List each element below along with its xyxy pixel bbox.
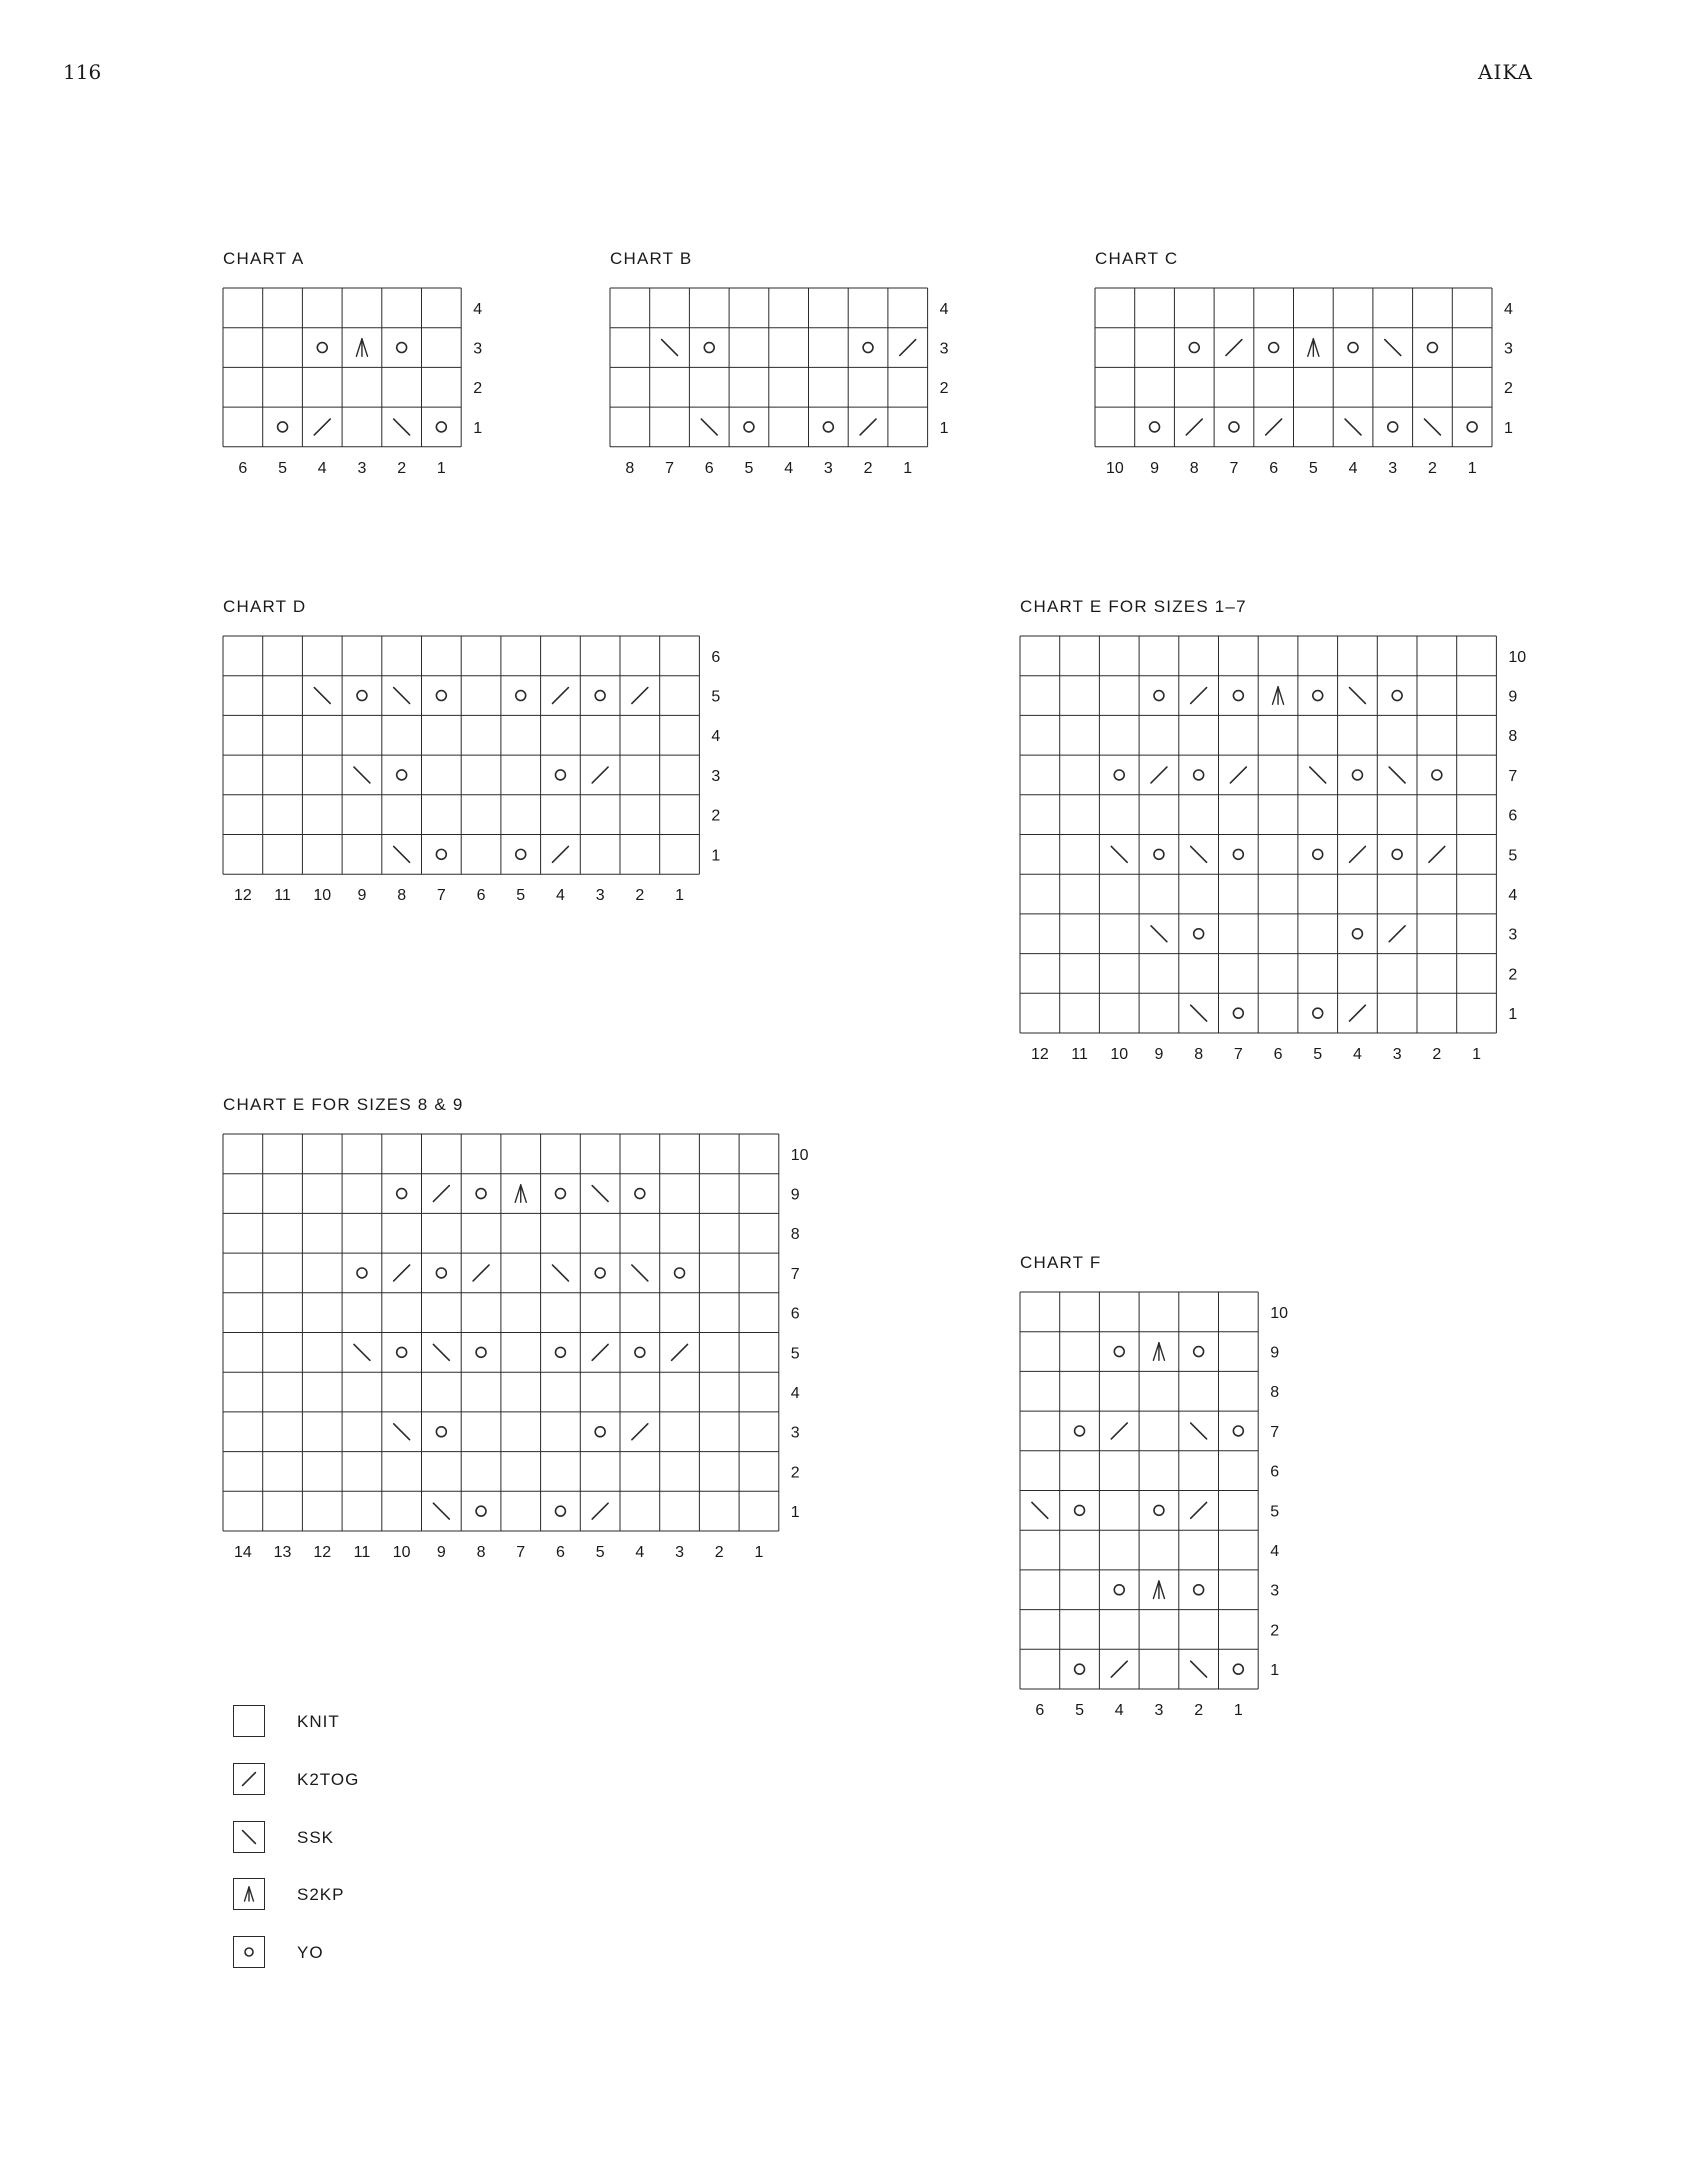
ssk-symbol-icon: [592, 1186, 608, 1202]
column-number: 10: [392, 1543, 411, 1561]
k2tog-symbol-icon: [1186, 419, 1202, 435]
ssk-symbol-icon: [632, 1265, 648, 1281]
yo-symbol-icon: [1352, 770, 1362, 780]
k2tog-symbol-icon: [553, 846, 569, 862]
column-number: 8: [1194, 1045, 1204, 1063]
yo-symbol-icon: [436, 1268, 446, 1278]
yo-symbol-icon: [863, 343, 873, 353]
column-number: 9: [1150, 459, 1159, 477]
yo-symbol-icon: [397, 770, 407, 780]
yo-symbol-icon: [595, 1268, 605, 1278]
row-number: 6: [1270, 1463, 1280, 1481]
row-number: 3: [939, 340, 949, 358]
column-number: 2: [1432, 1045, 1442, 1063]
legend-item-s2kp: [233, 1878, 533, 1910]
column-number: 7: [1233, 1045, 1243, 1063]
k2tog-symbol-icon: [1111, 1423, 1127, 1439]
k2tog-symbol-icon: [1151, 767, 1167, 783]
yo-symbol-icon: [675, 1268, 685, 1278]
column-number: 7: [516, 1543, 526, 1561]
row-number: 4: [1508, 887, 1518, 905]
s2kp-symbol-icon: [1153, 1581, 1164, 1598]
yo-symbol-icon: [1114, 770, 1124, 780]
yo-symbol-icon: [436, 691, 446, 701]
chart-title: CHART F: [1020, 1253, 1102, 1272]
column-number: 6: [1269, 459, 1279, 477]
yo-symbol-icon: [1154, 691, 1164, 701]
yo-symbol-icon: [1352, 929, 1362, 939]
row-number: 2: [473, 380, 483, 398]
row-number: 5: [711, 688, 721, 706]
yo-symbol-icon: [1313, 1008, 1323, 1018]
yo-symbol-icon: [436, 422, 446, 432]
yo-symbol-icon: [1194, 770, 1204, 780]
k2tog-symbol-icon: [1389, 926, 1405, 942]
column-number: 2: [714, 1543, 724, 1561]
column-number: 7: [665, 459, 674, 477]
k2tog-symbol-icon: [314, 419, 330, 435]
row-number: 9: [790, 1186, 800, 1204]
column-number: 6: [238, 459, 248, 477]
row-number: 5: [1508, 847, 1518, 865]
yo-symbol-icon: [1194, 1585, 1204, 1595]
k2tog-symbol-icon: [860, 419, 876, 435]
column-number: 5: [516, 887, 526, 905]
ssk-symbol-icon: [1389, 767, 1405, 783]
column-number: 6: [1273, 1045, 1283, 1063]
column-number: 4: [635, 1543, 645, 1561]
k2tog-symbol-icon: [553, 688, 569, 704]
chart-grid: [223, 288, 521, 491]
yo-symbol-icon: [1189, 343, 1199, 353]
column-number: 4: [1352, 1045, 1362, 1063]
row-number: 1: [1508, 1006, 1518, 1024]
row-number: 1: [1270, 1662, 1280, 1680]
row-number: 4: [939, 300, 949, 318]
chart-grid: [610, 288, 988, 491]
column-number: 13: [273, 1543, 292, 1561]
k2tog-symbol-icon: [1266, 419, 1282, 435]
legend-label: SSK: [297, 1828, 335, 1847]
yo-symbol-icon: [397, 1347, 407, 1357]
column-number: 3: [1154, 1701, 1164, 1719]
yo-symbol-icon: [1233, 1008, 1243, 1018]
column-number: 2: [863, 459, 873, 477]
grid-lines: [1095, 288, 1492, 447]
ssk-symbol-icon: [1191, 1005, 1207, 1021]
yo-symbol-icon: [1313, 691, 1323, 701]
yo-symbol-icon: [476, 1347, 486, 1357]
row-number: 6: [790, 1305, 800, 1323]
row-number: 4: [790, 1385, 800, 1403]
k2tog-symbol-icon: [900, 340, 916, 356]
chart-title: CHART D: [223, 597, 307, 616]
yo-symbol-icon: [436, 1427, 446, 1437]
row-number: 1: [711, 847, 721, 865]
k2tog-symbol-icon: [1230, 767, 1246, 783]
ssk-symbol-icon: [1385, 340, 1401, 356]
column-number: 6: [476, 887, 486, 905]
k2tog-symbol-icon: [394, 1265, 410, 1281]
column-number: 11: [1071, 1045, 1088, 1063]
row-number: 8: [790, 1226, 800, 1244]
ssk-symbol-icon: [1191, 1661, 1207, 1677]
ssk-symbol-icon: [433, 1503, 449, 1519]
column-number: 5: [1075, 1701, 1084, 1719]
row-number: 2: [939, 380, 949, 398]
yo-symbol-icon: [1427, 343, 1437, 353]
yo-symbol-icon: [595, 1427, 605, 1437]
ssk-symbol-icon: [1191, 846, 1207, 862]
k2tog-symbol-icon: [1350, 1005, 1366, 1021]
k2tog-symbol-icon: [233, 1763, 265, 1795]
running-head: AIKA: [1478, 60, 1533, 84]
k2tog-symbol-icon: [592, 1344, 608, 1360]
grid-lines: [1020, 1292, 1258, 1689]
yo-symbol-icon: [397, 1189, 407, 1199]
yo-symbol-icon: [635, 1347, 645, 1357]
legend-item-k2tog: [233, 1763, 533, 1795]
column-number: 8: [397, 887, 407, 905]
yo-symbol-icon: [1075, 1664, 1085, 1674]
column-number: 6: [1035, 1701, 1045, 1719]
column-number: 9: [1154, 1045, 1164, 1063]
yo-symbol-icon: [278, 422, 288, 432]
row-number: 2: [711, 807, 721, 825]
ssk-symbol-icon: [354, 1344, 370, 1360]
column-number: 5: [744, 459, 754, 477]
column-number: 1: [754, 1543, 764, 1561]
chart-title: CHART E FOR SIZES 1–7: [1020, 597, 1247, 616]
column-number: 12: [1030, 1045, 1049, 1063]
column-number: 8: [1189, 459, 1199, 477]
ssk-symbol-icon: [701, 419, 717, 435]
ssk-symbol-icon: [233, 1821, 265, 1853]
yo-symbol-icon: [635, 1189, 645, 1199]
column-number: 4: [317, 459, 327, 477]
ssk-symbol-icon: [1350, 688, 1366, 704]
chart-title: CHART C: [1095, 249, 1179, 268]
yo-symbol-icon: [1467, 422, 1477, 432]
yo-symbol-icon: [1233, 1426, 1243, 1436]
yo-symbol-icon: [233, 1936, 265, 1968]
k2tog-symbol-icon: [1429, 846, 1445, 862]
row-number: 4: [711, 728, 721, 746]
yo-symbol-icon: [1114, 1585, 1124, 1595]
column-number: 5: [1308, 459, 1318, 477]
yo-symbol-icon: [1154, 849, 1164, 859]
s2kp-symbol-icon: [515, 1185, 526, 1202]
ssk-symbol-icon: [1151, 926, 1167, 942]
ssk-symbol-icon: [662, 340, 678, 356]
ssk-symbol-icon: [1345, 419, 1361, 435]
s2kp-symbol-icon: [1272, 687, 1283, 704]
k2tog-symbol-icon: [1226, 340, 1242, 356]
yo-symbol-icon: [595, 691, 605, 701]
row-number: 4: [473, 300, 483, 318]
yo-symbol-icon: [1075, 1505, 1085, 1515]
column-number: 3: [595, 887, 605, 905]
column-number: 7: [436, 887, 446, 905]
yo-symbol-icon: [436, 849, 446, 859]
column-number: 2: [1428, 459, 1437, 477]
legend-item-ssk: [233, 1821, 533, 1853]
row-number: 3: [711, 767, 721, 785]
row-number: 6: [711, 648, 721, 666]
grid-lines: [223, 636, 699, 874]
column-number: 9: [436, 1543, 446, 1561]
row-number: 2: [1270, 1622, 1280, 1640]
yo-symbol-icon: [1313, 849, 1323, 859]
column-number: 1: [1472, 1045, 1481, 1063]
ssk-symbol-icon: [1191, 1423, 1207, 1439]
chart-grid: [1020, 1292, 1318, 1733]
row-number: 6: [1508, 807, 1518, 825]
column-number: 1: [436, 459, 446, 477]
yo-symbol-icon: [555, 1347, 565, 1357]
row-number: 3: [1508, 926, 1518, 944]
ssk-symbol-icon: [354, 767, 370, 783]
k2tog-symbol-icon: [1111, 1661, 1127, 1677]
row-number: 1: [1503, 419, 1513, 437]
chart-grid: [1095, 288, 1552, 491]
row-number: 9: [1508, 688, 1518, 706]
k2tog-symbol-icon: [672, 1344, 688, 1360]
yo-symbol-icon: [1114, 1347, 1124, 1357]
column-number: 3: [357, 459, 367, 477]
k2tog-symbol-icon: [592, 1503, 608, 1519]
row-number: 10: [1508, 648, 1527, 666]
s2kp-symbol-icon: [1153, 1343, 1164, 1360]
knit-symbol-icon: [233, 1705, 265, 1737]
ssk-symbol-icon: [394, 846, 410, 862]
column-number: 12: [233, 887, 252, 905]
yo-symbol-icon: [476, 1506, 486, 1516]
yo-symbol-icon: [317, 343, 327, 353]
legend-label: YO: [297, 1943, 324, 1962]
column-number: 10: [313, 887, 332, 905]
yo-symbol-icon: [516, 691, 526, 701]
ssk-symbol-icon: [1425, 419, 1441, 435]
yo-symbol-icon: [516, 849, 526, 859]
column-number: 2: [397, 459, 407, 477]
row-number: 10: [790, 1146, 809, 1164]
yo-symbol-icon: [1194, 929, 1204, 939]
chart-grid: [223, 636, 759, 918]
yo-symbol-icon: [357, 1268, 367, 1278]
ssk-symbol-icon: [1310, 767, 1326, 783]
row-number: 7: [790, 1265, 800, 1283]
yo-symbol-icon: [1432, 770, 1442, 780]
row-number: 3: [1503, 340, 1513, 358]
yo-symbol-icon: [1388, 422, 1398, 432]
column-number: 4: [1348, 459, 1358, 477]
column-number: 1: [1233, 1701, 1243, 1719]
yo-symbol-icon: [1392, 691, 1402, 701]
column-number: 7: [1229, 459, 1239, 477]
row-number: 3: [473, 340, 483, 358]
column-number: 5: [595, 1543, 605, 1561]
yo-symbol-icon: [823, 422, 833, 432]
row-number: 8: [1270, 1384, 1280, 1402]
k2tog-symbol-icon: [1350, 846, 1366, 862]
row-number: 4: [1270, 1543, 1280, 1561]
legend-item-yo: [233, 1936, 533, 1968]
column-number: 2: [1194, 1701, 1204, 1719]
column-number: 4: [784, 459, 794, 477]
k2tog-symbol-icon: [632, 1424, 648, 1440]
row-number: 7: [1270, 1423, 1280, 1441]
yo-symbol-icon: [555, 770, 565, 780]
column-number: 1: [903, 459, 913, 477]
grid-lines: [223, 288, 461, 447]
ssk-symbol-icon: [394, 1424, 410, 1440]
ssk-symbol-icon: [1032, 1502, 1048, 1518]
ssk-symbol-icon: [314, 688, 330, 704]
column-number: 12: [313, 1543, 332, 1561]
yo-symbol-icon: [1194, 1347, 1204, 1357]
yo-symbol-icon: [555, 1189, 565, 1199]
grid-lines: [1020, 636, 1496, 1033]
page-number: 116: [63, 60, 102, 84]
column-number: 5: [278, 459, 287, 477]
row-number: 4: [1503, 300, 1513, 318]
yo-symbol-icon: [476, 1189, 486, 1199]
column-number: 1: [675, 887, 684, 905]
row-number: 10: [1270, 1304, 1288, 1322]
column-number: 3: [823, 459, 833, 477]
k2tog-symbol-icon: [1191, 1502, 1207, 1518]
legend-label: K2TOG: [297, 1770, 360, 1789]
yo-symbol-icon: [704, 343, 714, 353]
row-number: 7: [1508, 767, 1518, 785]
column-number: 4: [555, 887, 565, 905]
yo-symbol-icon: [744, 422, 754, 432]
legend-item-knit: [233, 1705, 533, 1737]
yo-symbol-icon: [357, 691, 367, 701]
yo-symbol-icon: [1229, 422, 1239, 432]
column-number: 4: [1114, 1701, 1124, 1719]
yo-symbol-icon: [1269, 343, 1279, 353]
k2tog-symbol-icon: [632, 688, 648, 704]
column-number: 3: [1388, 459, 1398, 477]
s2kp-symbol-icon: [1308, 339, 1319, 356]
grid-lines: [610, 288, 928, 447]
s2kp-symbol-icon: [356, 339, 367, 356]
row-number: 1: [473, 419, 483, 437]
chart-grid: [1020, 636, 1556, 1077]
column-number: 3: [675, 1543, 684, 1561]
yo-symbol-icon: [1233, 849, 1243, 859]
row-number: 1: [790, 1504, 800, 1522]
column-number: 5: [1313, 1045, 1323, 1063]
chart-grid: [223, 1134, 839, 1575]
row-number: 2: [1503, 380, 1513, 398]
k2tog-symbol-icon: [1191, 688, 1207, 704]
column-number: 1: [1467, 459, 1477, 477]
yo-symbol-icon: [1154, 1505, 1164, 1515]
row-number: 2: [790, 1464, 800, 1482]
column-number: 10: [1105, 459, 1124, 477]
k2tog-symbol-icon: [433, 1186, 449, 1202]
yo-symbol-icon: [555, 1506, 565, 1516]
yo-symbol-icon: [1075, 1426, 1085, 1436]
row-number: 5: [790, 1345, 800, 1363]
row-number: 3: [1270, 1582, 1280, 1600]
legend-label: KNIT: [297, 1712, 340, 1731]
ssk-symbol-icon: [1111, 846, 1127, 862]
row-number: 5: [1270, 1503, 1280, 1521]
yo-symbol-icon: [1233, 691, 1243, 701]
column-number: 6: [704, 459, 714, 477]
column-number: 6: [556, 1543, 565, 1561]
row-number: 9: [1270, 1344, 1280, 1362]
column-number: 11: [274, 887, 291, 905]
chart-title: CHART E FOR SIZES 8 & 9: [223, 1095, 464, 1114]
s2kp-symbol-icon: [233, 1878, 265, 1910]
row-number: 1: [939, 419, 949, 437]
ssk-symbol-icon: [394, 419, 410, 435]
column-number: 11: [353, 1543, 371, 1561]
row-number: 2: [1508, 966, 1518, 984]
column-number: 8: [476, 1543, 486, 1561]
ssk-symbol-icon: [394, 688, 410, 704]
ssk-symbol-icon: [433, 1344, 449, 1360]
column-number: 2: [635, 887, 645, 905]
yo-symbol-icon: [397, 343, 407, 353]
column-number: 8: [625, 459, 635, 477]
chart-title: CHART B: [610, 249, 693, 268]
column-number: 3: [1392, 1045, 1402, 1063]
k2tog-symbol-icon: [473, 1265, 489, 1281]
yo-symbol-icon: [1233, 1664, 1243, 1674]
legend-label: S2KP: [297, 1885, 345, 1904]
yo-symbol-icon: [1150, 422, 1160, 432]
chart-title: CHART A: [223, 249, 305, 268]
k2tog-symbol-icon: [592, 767, 608, 783]
column-number: 9: [357, 887, 367, 905]
grid-lines: [223, 1134, 779, 1531]
row-number: 3: [790, 1424, 800, 1442]
column-number: 14: [233, 1543, 252, 1561]
column-number: 10: [1110, 1045, 1129, 1063]
ssk-symbol-icon: [553, 1265, 569, 1281]
row-number: 8: [1508, 728, 1518, 746]
yo-symbol-icon: [1392, 849, 1402, 859]
yo-symbol-icon: [1348, 343, 1358, 353]
